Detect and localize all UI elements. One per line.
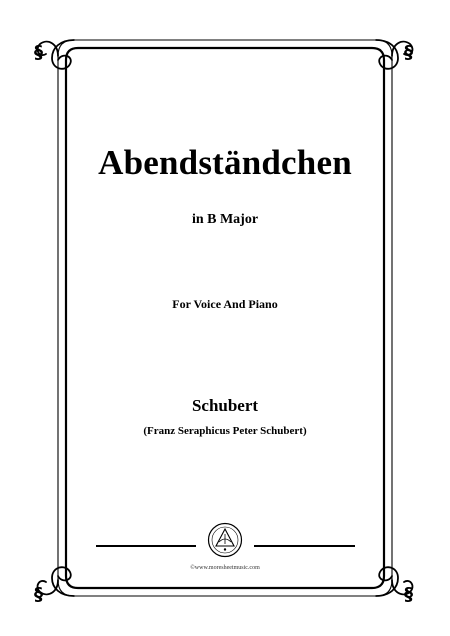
score-key: in B Major bbox=[191, 212, 259, 227]
swirl-ornament-icon: § bbox=[34, 42, 43, 63]
swirl-ornament-icon: § bbox=[404, 42, 413, 63]
composer-full-name: (Franz Seraphicus Peter Schubert) bbox=[143, 425, 307, 437]
score-instrumentation: For Voice And Piano bbox=[172, 297, 278, 311]
swirl-ornament-icon: § bbox=[404, 584, 413, 605]
publisher-seal-icon bbox=[207, 522, 243, 558]
swirl-ornament-icon: § bbox=[34, 584, 43, 605]
score-title: Abendständchen bbox=[98, 143, 352, 182]
publisher-website: ©www.moresheetmusic.com bbox=[190, 565, 260, 571]
composer-name: Schubert bbox=[191, 396, 259, 415]
left-divider bbox=[96, 545, 196, 547]
right-divider bbox=[254, 545, 355, 547]
